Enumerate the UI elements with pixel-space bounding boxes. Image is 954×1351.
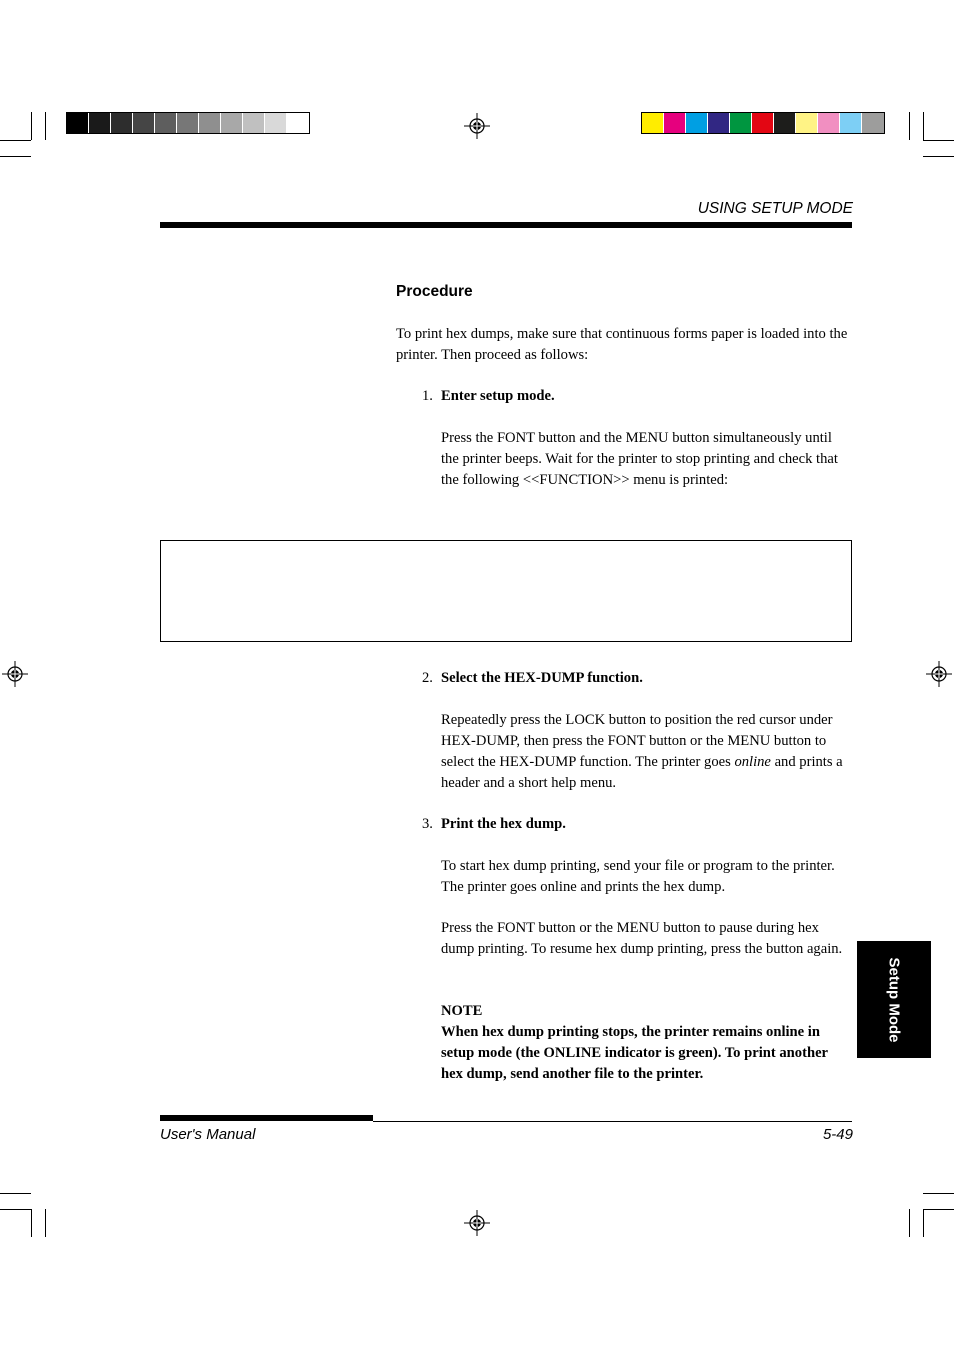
header-rule [160, 222, 852, 228]
footer-rule-thin [373, 1121, 852, 1122]
color-swatch [265, 113, 287, 133]
function-menu-printout-frame [160, 540, 852, 642]
section-heading: Procedure [396, 283, 473, 300]
color-swatch [708, 113, 730, 133]
step-number: 2. [422, 670, 433, 686]
color-swatch [67, 113, 89, 133]
color-swatch [199, 113, 221, 133]
side-tab [857, 941, 931, 1058]
color-swatch [752, 113, 774, 133]
color-swatch [133, 113, 155, 133]
registration-target-icon [464, 1210, 490, 1236]
color-swatch [774, 113, 796, 133]
color-swatch-bar [641, 112, 885, 134]
text-run: and prints a header and a short help menu. [441, 753, 843, 791]
registration-target-icon [2, 661, 28, 687]
color-swatch [221, 113, 243, 133]
color-swatch [840, 113, 862, 133]
running-header: USING SETUP MODE [697, 200, 853, 217]
color-swatch [796, 113, 818, 133]
step-paragraph: Press the FONT button or the MENU button to pause during hex dump printing. To resume hex dump printing, press the button again. [441, 920, 843, 957]
registration-target-icon [926, 661, 952, 687]
footer-title: User's Manual [160, 1126, 256, 1143]
color-swatch [243, 113, 265, 133]
color-swatch [642, 113, 664, 133]
note-label: NOTE [441, 1003, 483, 1019]
step-number: 3. [422, 816, 433, 832]
note-text: When hex dump printing stops, the printer remains online in setup mode (the ONLINE indicator is green). To print another hex dump, send another file to the printer. [441, 1024, 828, 1082]
step-paragraph [441, 710, 853, 794]
step-paragraph: To start hex dump printing, send your file or program to the printer. The printer goes online and prints the hex dump. [441, 858, 835, 895]
step-paragraph: Press the FONT button and the MENU button simultaneously until the printer beeps. Wait for the printer to stop printing and check that the following <<FUNCTION>> menu is printed: [441, 430, 838, 488]
color-swatch [730, 113, 752, 133]
text-run: Repeatedly press the LOCK button to position the red cursor under HEX-DUMP, then press the FONT button or the MENU button to select the HEX-DUMP function. The printer goes [441, 712, 833, 770]
step-title: Print the hex dump. [441, 816, 566, 832]
step-title: Select the HEX-DUMP function. [441, 670, 643, 686]
color-swatch [862, 113, 884, 133]
color-swatch [287, 113, 309, 133]
color-swatch [818, 113, 840, 133]
step-title: Enter setup mode. [441, 388, 555, 404]
step-number: 1. [422, 388, 433, 404]
side-tab-label: Setup Mode [885, 957, 903, 1042]
intro-paragraph: To print hex dumps, make sure that continuous forms paper is loaded into the printer. Then proceed as follows: [396, 326, 848, 363]
color-swatch [664, 113, 686, 133]
color-swatch [89, 113, 111, 133]
registration-target-icon [464, 113, 490, 139]
color-swatch [155, 113, 177, 133]
emphasis-text: online [734, 753, 771, 770]
page-number: 5-49 [822, 1126, 853, 1143]
footer-rule-thick [160, 1115, 373, 1121]
color-swatch [686, 113, 708, 133]
grayscale-swatch-bar [66, 112, 310, 134]
color-swatch [111, 113, 133, 133]
color-swatch [177, 113, 199, 133]
